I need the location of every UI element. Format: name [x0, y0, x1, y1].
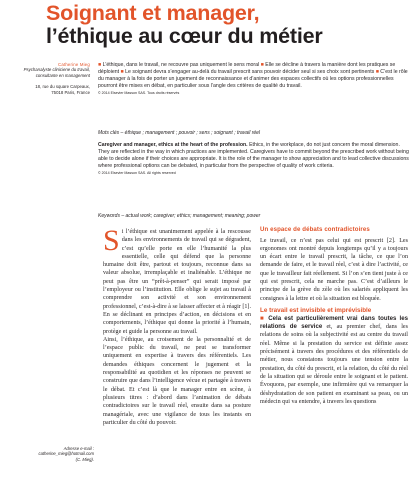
section-title: Un espace de débats contradictoires — [260, 226, 370, 233]
author-role: Psychanalyste cliniciene du travail, consultante en management — [23, 67, 90, 78]
contact-email[interactable]: catherine_mieg@hotmail.com — [38, 451, 94, 457]
author-address-1: 18, rue du square Carpeaux, — [35, 84, 90, 90]
abstract-en-title: Caregiver and manager, ethics at the heart of the profession. — [98, 142, 248, 148]
body-right-para-1: Le travail, ce n’est pas celui qui est prescrit [2]. Les ergonomes ont montré depuis longtemps qu’il y a toujours un écart entre le travail prescrit, la tâche, ce que l’on demande de faire, et le travail réel, c’est à dire l’activité, ce que le travailleur fait réellement. Si l’on s’en tient juste à ce qui est prescrit, cela ne marche pas. C’est d’ailleurs le principe de la grève du zèle où les salariés appliquent les consignes à la lettre et où la situation est bloquée. — [260, 237, 408, 302]
bullet-square-icon: ■ — [375, 69, 379, 76]
abstract-fr-seg-4: C’est le rôle du manager à la fois de porter un jugement de reconnaissance et d’animer des espaces collectifs où les options professionnelles pourront être mises en débat, en particulier sous l’angle des critères de qualité du travail. — [98, 69, 408, 90]
lead-text: Cela est particulièrement vrai dans toutes les relations de service — [260, 314, 408, 331]
body-right-para-2: et, au premier chef, dans les relations de soins où la subjectivité est au centre du travail réel. Même si la prestation du service est définie assez précisément à travers des procédures et des référentiels de métier, nous constatons toujours une tension entre la prestation, du côté du prescrit, et la relation, du côté du réel de la situation qui se déroule entre le soignant et le patient. Évoquons, par exemple, une infirmière qui va remarquer la déshydratation de son patient en examinant sa peau, ou un médecin qui va entendre, à travers les questions — [260, 324, 408, 405]
abstract-fr-seg-2: Elle se décline à travers la manière dont les pratiques se déploient — [98, 62, 396, 76]
keywords-fr-text: – éthique ; management ; pouvoir ; sens ; soignant ; travail réel — [120, 130, 261, 136]
keywords-en-label: Keywords — [98, 213, 120, 219]
contact-label: Adresse e-mail : — [63, 446, 94, 451]
contact-initials: (C. Mieg). — [75, 456, 94, 462]
abstract-en-text: Ethics, in the workplace, do not just concern the moral dimension. They are reflected in the way in which practices are implemented. Caregivers have to commit beyond the prescribed work without being able to decide alone if their choices are appropriate. It is the role of the manager to show appreciation and to lead collective discussions where professional options can be debated, in particular from the perspective of quality of work criteria. — [98, 142, 409, 170]
author-contact — [2, 446, 94, 462]
title-line-1: Soignant et manager, — [46, 1, 260, 25]
bullet-square-icon: ■ — [120, 69, 124, 76]
abstract-english — [98, 142, 412, 176]
copyright-fr: © 2014 Elsevier Masson SAS. Tous droits réservés — [98, 91, 180, 96]
sub-heading: Le travail est invisible et imprévisible — [260, 306, 372, 314]
body-column-left — [103, 224, 251, 427]
keywords-en-text: – actual work; caregiver; ethics; management; meaning; power — [121, 213, 261, 219]
abstract-french — [98, 62, 412, 96]
body-left-para-1: i l’éthique est unanimement appelée à la rescousse dans les environnements de travail qui se dégradent, c’est qu’elle porte en elle l’humanité la plus essentielle, celle qui défend que la personne humaine doit être, partout et toujours, reconnue dans sa valeur absolue, irremplaçable et inaliénable. L’éthique ne peut pas être un “prêt-à-penser” qui serait imposé par l’employeur ou l’institution. Elle oblige le sujet au travail à comprendre son activité et son environnement professionnel, c’est-à-dire à se laisser affecter et à réagir [1]. En se déclinant en principes d’action, en décisions et en comportements, l’éthique qui donne la priorité à l’humain, protège et guide la personne au travail. — [103, 229, 251, 335]
article-title — [46, 2, 418, 48]
drop-cap: S — [103, 224, 120, 257]
abstract-fr-seg-1: L’éthique, dans le travail, ne recouvre pas uniquement le sens moral — [102, 62, 260, 68]
abstract-fr-seg-3: Le soignant devra s’engager au-delà du travail prescrit sans pouvoir décider seul si ses choix sont pertinents — [125, 69, 375, 76]
title-line-2: l’éthique au cœur du métier — [46, 24, 323, 48]
body-column-right — [260, 226, 408, 406]
copyright-en: © 2014 Elsevier Masson SAS. All rights reserved — [98, 171, 176, 176]
keywords-french — [98, 130, 412, 136]
author-sidebar — [2, 62, 90, 95]
keywords-fr-label: Mots clés — [98, 130, 120, 136]
author-address-2: 75018 Paris, France — [51, 89, 90, 95]
bullet-square-icon: ■ — [260, 314, 269, 322]
keywords-english — [98, 213, 412, 219]
bullet-square-icon: ■ — [260, 62, 264, 68]
author-name: Catherine Mieg — [58, 62, 90, 67]
bullet-square-icon: ■ — [98, 62, 102, 68]
body-left-para-2: Ainsi, l’éthique, au croisement de la personnalité et de l’espace public du travail, ne peut se transformer uniquement en expertise à travers des référentiels. Les demandes éthiques concernent le jugement et la responsabilité au quotidien et les réponses ne peuvent se construire que dans l’intelligence vécue et partagée à travers le débat. Et c’est là que le manager entre en scène, à plusieurs titres : d’abord dans l’animation de débats contradictoires sur le travail réel, ensuite dans sa posture managériale, avec une vigilance de tous les instants en particulier du côté du pouvoir. — [103, 336, 251, 426]
